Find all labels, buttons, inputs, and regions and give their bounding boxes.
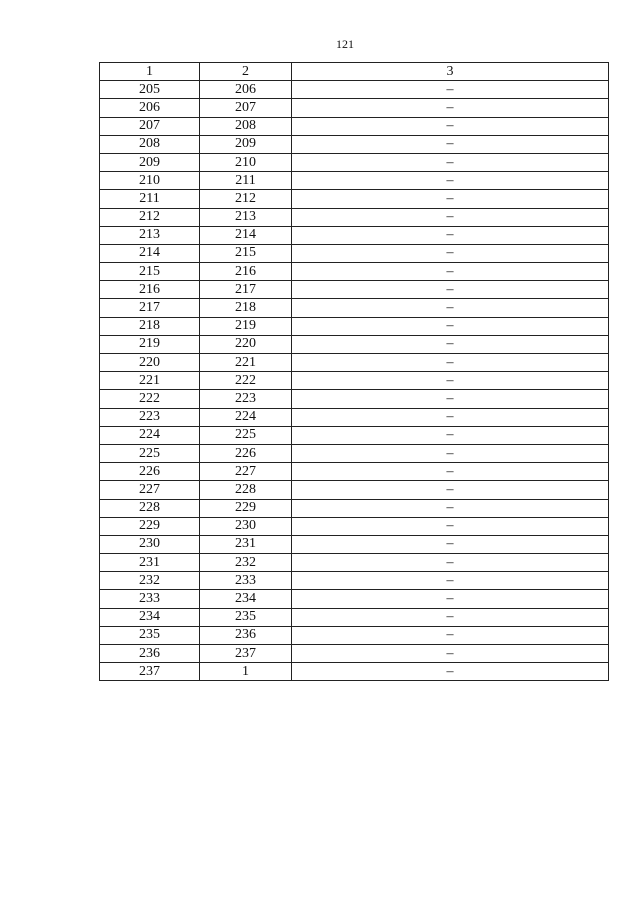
table-row xyxy=(100,99,609,117)
table-cell-col-1: 228 xyxy=(100,499,200,517)
table-cell-col-1: 219 xyxy=(100,335,200,353)
table-row xyxy=(100,463,609,481)
table-cell-col-2: 232 xyxy=(200,554,292,572)
table-row xyxy=(100,499,609,517)
table-cell-col-2: 222 xyxy=(200,372,292,390)
data-table xyxy=(99,62,609,681)
table-cell-col-1: 231 xyxy=(100,554,200,572)
table-cell-col-3: – xyxy=(292,426,609,444)
table-cell-col-2: 210 xyxy=(200,153,292,171)
table-cell-col-1: 220 xyxy=(100,354,200,372)
table-cell-col-1: 206 xyxy=(100,99,200,117)
table-cell-col-1: 217 xyxy=(100,299,200,317)
table-row xyxy=(100,572,609,590)
table-row xyxy=(100,608,609,626)
table-row xyxy=(100,554,609,572)
table-cell-col-1: 209 xyxy=(100,153,200,171)
table-cell-col-1: 224 xyxy=(100,426,200,444)
table-cell-col-3: – xyxy=(292,263,609,281)
table-cell-col-1: 216 xyxy=(100,281,200,299)
table-row xyxy=(100,226,609,244)
table-row xyxy=(100,317,609,335)
table-cell-col-1: 207 xyxy=(100,117,200,135)
table-cell-col-1: 208 xyxy=(100,135,200,153)
table-cell-col-1: 235 xyxy=(100,626,200,644)
table-cell-col-1: 214 xyxy=(100,244,200,262)
table-cell-col-2: 229 xyxy=(200,499,292,517)
table-cell-col-1: 237 xyxy=(100,663,200,681)
table-cell-col-1: 234 xyxy=(100,608,200,626)
table-row xyxy=(100,663,609,681)
table-body xyxy=(100,81,609,681)
table-cell-col-1: 215 xyxy=(100,263,200,281)
table-cell-col-1: 210 xyxy=(100,172,200,190)
table-cell-col-2: 233 xyxy=(200,572,292,590)
table-row xyxy=(100,244,609,262)
page-number: 121 xyxy=(336,37,354,51)
table-cell-col-2: 220 xyxy=(200,335,292,353)
table-cell-col-2: 223 xyxy=(200,390,292,408)
table-row xyxy=(100,354,609,372)
table-cell-col-2: 1 xyxy=(200,663,292,681)
table-cell-col-1: 232 xyxy=(100,572,200,590)
table-cell-col-2: 224 xyxy=(200,408,292,426)
table-cell-col-2: 231 xyxy=(200,535,292,553)
table-cell-col-2: 216 xyxy=(200,263,292,281)
table-cell-col-2: 228 xyxy=(200,481,292,499)
table-cell-col-2: 215 xyxy=(200,244,292,262)
table-row xyxy=(100,535,609,553)
table-cell-col-2: 209 xyxy=(200,135,292,153)
table-cell-col-3: – xyxy=(292,99,609,117)
table-row xyxy=(100,153,609,171)
table-cell-col-3: – xyxy=(292,372,609,390)
table-cell-col-1: 222 xyxy=(100,390,200,408)
table-cell-col-3: – xyxy=(292,463,609,481)
table-cell-col-1: 218 xyxy=(100,317,200,335)
table-cell-col-3: – xyxy=(292,590,609,608)
table-cell-col-2: 214 xyxy=(200,226,292,244)
table-cell-col-3: – xyxy=(292,645,609,663)
table-row xyxy=(100,263,609,281)
table-cell-col-3: – xyxy=(292,208,609,226)
table-cell-col-3: – xyxy=(292,226,609,244)
table-cell-col-2: 208 xyxy=(200,117,292,135)
table-header xyxy=(100,63,609,81)
table-cell-col-2: 236 xyxy=(200,626,292,644)
table-cell-col-3: – xyxy=(292,572,609,590)
table-cell-col-3: – xyxy=(292,317,609,335)
table-cell-col-1: 236 xyxy=(100,645,200,663)
table-row xyxy=(100,372,609,390)
table-cell-col-3: – xyxy=(292,354,609,372)
table-row xyxy=(100,590,609,608)
table-cell-col-2: 211 xyxy=(200,172,292,190)
table-cell-col-1: 230 xyxy=(100,535,200,553)
table-cell-col-2: 219 xyxy=(200,317,292,335)
table-cell-col-1: 226 xyxy=(100,463,200,481)
table-cell-col-2: 218 xyxy=(200,299,292,317)
table-cell-col-3: – xyxy=(292,554,609,572)
table-cell-col-1: 221 xyxy=(100,372,200,390)
table-cell-col-3: – xyxy=(292,81,609,99)
table-cell-col-2: 227 xyxy=(200,463,292,481)
column-header-3: 3 xyxy=(292,63,609,81)
table-cell-col-2: 234 xyxy=(200,590,292,608)
table-cell-col-3: – xyxy=(292,281,609,299)
table-row xyxy=(100,335,609,353)
table-cell-col-3: – xyxy=(292,117,609,135)
table-row xyxy=(100,426,609,444)
table-cell-col-3: – xyxy=(292,663,609,681)
table-row xyxy=(100,390,609,408)
table-cell-col-3: – xyxy=(292,190,609,208)
table-row xyxy=(100,172,609,190)
table-cell-col-2: 226 xyxy=(200,444,292,462)
table-row xyxy=(100,135,609,153)
table-cell-col-2: 225 xyxy=(200,426,292,444)
table-cell-col-2: 235 xyxy=(200,608,292,626)
table-row xyxy=(100,190,609,208)
table-cell-col-1: 229 xyxy=(100,517,200,535)
table-cell-col-2: 237 xyxy=(200,645,292,663)
table-row xyxy=(100,117,609,135)
table-cell-col-3: – xyxy=(292,299,609,317)
header-row xyxy=(100,63,609,81)
table-cell-col-3: – xyxy=(292,608,609,626)
table-row xyxy=(100,408,609,426)
table-cell-col-1: 205 xyxy=(100,81,200,99)
table-row xyxy=(100,208,609,226)
table-cell-col-3: – xyxy=(292,172,609,190)
table-cell-col-3: – xyxy=(292,335,609,353)
table-cell-col-3: – xyxy=(292,408,609,426)
table-cell-col-1: 225 xyxy=(100,444,200,462)
table-row xyxy=(100,281,609,299)
column-header-2: 2 xyxy=(200,63,292,81)
table-cell-col-3: – xyxy=(292,244,609,262)
table-cell-col-3: – xyxy=(292,153,609,171)
table-cell-col-3: – xyxy=(292,535,609,553)
table-cell-col-1: 213 xyxy=(100,226,200,244)
table-cell-col-1: 233 xyxy=(100,590,200,608)
table-cell-col-2: 221 xyxy=(200,354,292,372)
table-row xyxy=(100,299,609,317)
table-cell-col-3: – xyxy=(292,499,609,517)
table-cell-col-2: 213 xyxy=(200,208,292,226)
table-cell-col-3: – xyxy=(292,444,609,462)
table-row xyxy=(100,626,609,644)
table-cell-col-3: – xyxy=(292,517,609,535)
table-row xyxy=(100,645,609,663)
table-cell-col-3: – xyxy=(292,390,609,408)
table-row xyxy=(100,517,609,535)
column-header-1: 1 xyxy=(100,63,200,81)
table-row xyxy=(100,481,609,499)
table-cell-col-3: – xyxy=(292,135,609,153)
table-cell-col-1: 227 xyxy=(100,481,200,499)
table-cell-col-1: 212 xyxy=(100,208,200,226)
table-cell-col-3: – xyxy=(292,626,609,644)
table-cell-col-1: 211 xyxy=(100,190,200,208)
table-cell-col-2: 212 xyxy=(200,190,292,208)
table-cell-col-2: 207 xyxy=(200,99,292,117)
table-cell-col-2: 206 xyxy=(200,81,292,99)
table-cell-col-3: – xyxy=(292,481,609,499)
table-row xyxy=(100,81,609,99)
table-cell-col-1: 223 xyxy=(100,408,200,426)
table-row xyxy=(100,444,609,462)
table-cell-col-2: 217 xyxy=(200,281,292,299)
table-cell-col-2: 230 xyxy=(200,517,292,535)
